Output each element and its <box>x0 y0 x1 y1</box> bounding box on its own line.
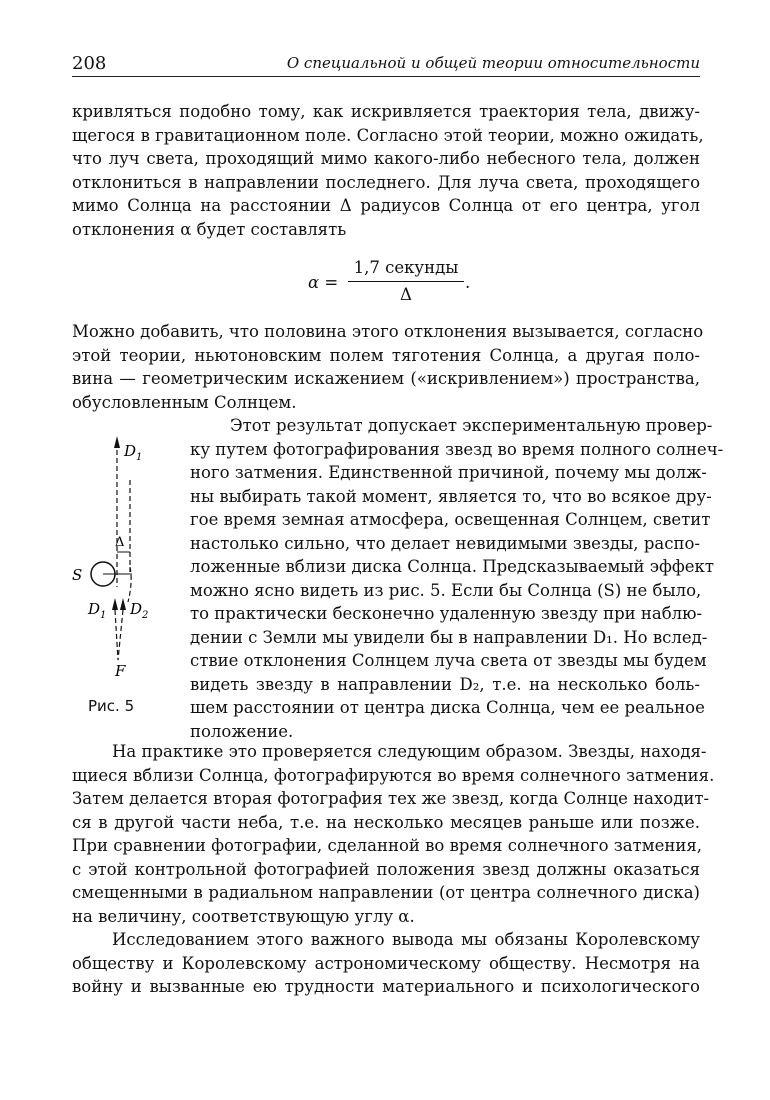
paragraph-3 <box>190 414 724 743</box>
label-d1-top: $D_1$ <box>124 442 143 463</box>
text-line: этой теории, ньютоновским полем тяготения Солнца, а другая поло- <box>72 345 700 365</box>
text-line: щегося в гравитационном поле. Согласно этой теории, можно ожидать, <box>72 125 704 145</box>
text-line: При сравнении фотографии, сделанной во время солнечного затмения, <box>72 836 702 855</box>
text-line: шем расстоянии от центра диска Солнца, чем ее реальное <box>190 698 705 717</box>
paragraph-5 <box>72 928 700 999</box>
figure-caption: Рис. 5 <box>88 697 135 715</box>
text-line: Этот результат допускает экспериментальную провер- <box>230 416 713 435</box>
figure-5-diagram <box>70 432 180 682</box>
label-s: S <box>72 566 83 584</box>
paragraph-1 <box>72 100 704 241</box>
text-line: Можно добавить, что половина этого отклонения вызывается, согласно <box>72 322 704 341</box>
text-line: то практически бесконечно удаленную звезду при наблю- <box>190 604 703 623</box>
text-line: обусловленным Солнцем. <box>72 392 297 412</box>
formula-denominator: Δ <box>400 285 412 304</box>
text-line: отклонения α будет составлять <box>72 219 347 239</box>
arrow-d1-icon <box>112 598 118 610</box>
text-line: с этой контрольной фотографией положения звезд должны оказаться <box>72 859 700 879</box>
page-number: 208 <box>72 53 107 74</box>
label-d2: $D_2$ <box>130 600 149 621</box>
text-line: Затем делается вторая фотография тех же звезд, когда Солнце находит- <box>72 789 710 808</box>
arrow-up-icon <box>114 436 120 448</box>
text-line: настолько сильно, что делает невидимыми звезды, распо- <box>190 533 700 553</box>
deflection-formula <box>308 258 508 308</box>
text-line: вина — геометрическим искажением («искривлением») пространства, <box>72 369 700 388</box>
label-d1-bottom: $D_1$ <box>88 600 107 621</box>
text-line: кривляться подобно тому, как искривляется траектория тела, движу- <box>72 102 700 121</box>
formula-period: . <box>465 273 471 292</box>
text-line: щиеся вблизи Солнца, фотографируются во время солнечного затмения. <box>72 765 715 785</box>
page-header <box>72 50 700 77</box>
paragraph-4 <box>72 740 715 928</box>
label-f: F <box>115 662 126 680</box>
text-line: мимо Солнца на расстоянии Δ радиусов Солнца от его центра, угол <box>72 196 700 215</box>
text-line: отклониться в направлении последнего. Для луча света, проходящего <box>72 172 700 192</box>
text-line: На практике это проверяется следующим образом. Звезды, находя- <box>112 742 707 761</box>
text-line: обществу и Королевскому астрономическому обществу. Несмотря на <box>72 953 700 973</box>
text-line: видеть звезду в направлении D₂, т.е. на несколько боль- <box>190 674 700 694</box>
bent-ray <box>128 567 131 602</box>
text-line: на величину, соответствующую углу α. <box>72 906 415 926</box>
ray-to-f-2 <box>118 610 123 660</box>
text-line: ся в другой части неба, т.е. на несколько месяцев раньше или позже. <box>72 812 700 832</box>
text-line: ку путем фотографирования звезд во время полного солнеч- <box>190 439 724 459</box>
text-line: что луч света, проходящий мимо какого-либо небесного тела, должен <box>72 149 700 168</box>
text-line: положение. <box>190 721 294 741</box>
text-line: ны выбирать такой момент, является то, что во всякое дру- <box>190 486 712 506</box>
label-delta: Δ <box>115 535 125 550</box>
text-line: ствие отклонения Солнцем луча света от звезды мы будем <box>190 651 707 670</box>
text-line: ложенные вблизи диска Солнца. Предсказываемый эффект <box>190 557 714 576</box>
text-line: дении с Земли мы увидели бы в направлении D₁. Но вслед- <box>190 627 708 647</box>
formula-numerator: 1,7 секунды <box>353 258 459 277</box>
text-line: Исследованием этого важного вывода мы обязаны Королевскому <box>112 930 700 949</box>
paragraph-2 <box>72 320 704 414</box>
text-line: гое время земная атмосфера, освещенная Солнцем, светит <box>190 510 711 529</box>
formula-fraction <box>348 258 464 304</box>
text-line: можно ясно видеть из рис. 5. Если бы Солнца (S) не было, <box>190 580 702 600</box>
running-title: О специальной и общей теории относительности <box>286 54 700 72</box>
fraction-bar <box>348 281 464 282</box>
formula-lhs: α = <box>308 273 339 292</box>
ray-to-f-1 <box>115 610 118 660</box>
text-line: смещенными в радиальном направлении (от центра солнечного диска) <box>72 883 700 902</box>
text-line: ного затмения. Единственной причиной, почему мы долж- <box>190 463 707 482</box>
text-line: войну и вызванные ею трудности материального и психологического <box>72 977 700 996</box>
arrow-d2-icon <box>120 598 126 610</box>
